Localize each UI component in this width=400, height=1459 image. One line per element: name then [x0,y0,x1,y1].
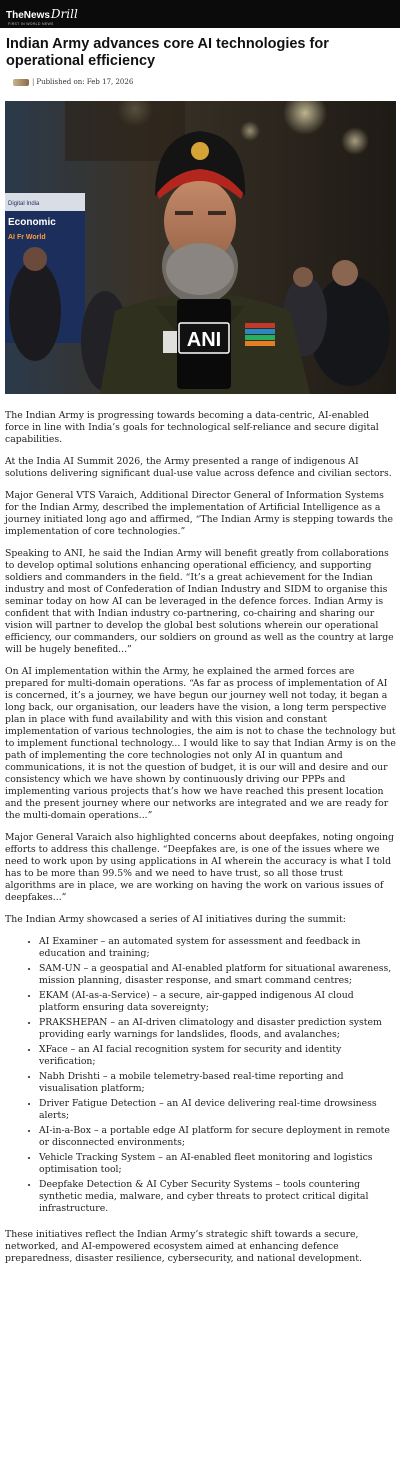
site-header [0,0,400,28]
list-item: • Vehicle Tracking System – an AI-enabled fleet monitoring and logistics optimisation tool; [39,1152,396,1176]
paragraph-ani: Speaking to ANI, he said the Indian Army will benefit greatly from collaborations to develop optimal solutions enhancing operational efficiency, and supporting soldiers and commanders in the field. “It’s a great achievement for the Indian industry and most of Confederation of Indian Industry and SIDM to organise this seminar today on how AI can be leveraged in the defence forces. Indian Army is confident that with Indian industry co-partnering, co-chairing and sharing our vision will partner to develop the global best solutions wherein our operational efficiency, our commanders, our soldiers on ground as well as the country at large will be hugely benefited...” [5,548,394,655]
list-item: • AI-in-a-Box – a portable edge AI platform for secure deployment in remote or disconnected environments; [39,1125,396,1149]
paragraph-deepfakes: Major General Varaich also highlighted concerns about deepfakes, noting ongoing efforts to address this challenge. “Deepfakes are, is one of the issues where we need to work upon by using applications in AI wherein the accuracy is what I told has to be more than 99.5% and we need to have trust, so all those trust algorithms are in place, we are working on having the work on various issues of deepfakes...” [5,832,394,903]
paragraph-varaich: Major General VTS Varaich, Additional Director General of Information Systems for the Indian Army, described the implementation of Artificial Intelligence as a journey initiated long ago and affirmed, “The Indian Army is stepping towards the implementation of core technologies.” [5,490,393,537]
logo-news: News [23,10,50,21]
list-item: • EKAM (AI-as-a-Service) – a secure, air-gapped indigenous AI cloud platform ensuring data sovereignty; [39,990,396,1014]
banner-line-1: Economic [8,217,56,228]
author-avatar [13,79,29,86]
list-item: • SAM-UN – a geospatial and AI-enabled platform for situational awareness, mission planning, disaster response, and smart command centres; [39,963,396,987]
logo-tagline: FIRST IN WORLD NEWS [8,22,54,26]
list-item: • Deepfake Detection & AI Cyber Security Systems – tools countering synthetic media, malware, and cyber threats to protect critical digital infrastructure. [39,1179,396,1215]
article-body [5,410,396,1275]
logo-drill: Drill [50,7,78,21]
logo-the: The [6,10,24,21]
list-item: • AI Examiner – an automated system for assessment and feedback in education and training; [39,936,396,960]
paragraph-showcase: The Indian Army showcased a series of AI initiatives during the summit: [5,914,346,925]
banner-small-text: Digital India [8,201,40,207]
article-meta [13,78,133,86]
meta-divider: | [32,78,35,86]
paragraph-intro: The Indian Army is progressing towards becoming a data-centric, AI-enabled force in line with India’s goals for technological self-reliance and secure digital capabilities. [5,410,379,445]
banner-line-2: AI Fr World [8,234,46,241]
ani-badge-text: ANI [186,329,222,351]
site-logo[interactable] [6,7,78,26]
list-item: • Driver Fatigue Detection – an AI device delivering real-time drowsiness alerts; [39,1098,396,1122]
hero-photo-illustration [5,101,396,394]
initiatives-list [5,936,396,1215]
list-item: • PRAKSHEPAN – an AI-driven climatology and disaster prediction system providing early warnings for landslides, floods, and avalanches; [39,1017,396,1041]
paragraph-implementation: On AI implementation within the Army, he explained the armed forces are prepared for multi-domain operations. “As far as process of implementation of AI is concerned, it’s a journey, we have begun our journey well not today, it began a long back, our organisation, our leaders have the vision, a long term perspective plan in place with fund availability and with this vision and constant implementation of various technologies, the aim is not to chase the technology but to implement functional technology... I would like to say that Indian Army is on the path of implementing the core technologies not only AI in quantum and communications, it is not the question of budget, it is our will and desire and our consistency which we have shown by continuously driving our PPPs and implementing various projects that’s how we have reached this present location and the present journey where our networks are integrated and we are ready for the multi-domain operations...” [5,666,396,821]
article-title: Indian Army advances core AI technologies for operational efficiency [6,36,329,69]
paragraph-closing: These initiatives reflect the Indian Army’s strategic shift towards a secure, networked, and AI-empowered ecosystem aimed at enhancing defence preparedness, disaster resilience, cybersecurity, and national development. [5,1229,362,1264]
paragraph-summit: At the India AI Summit 2026, the Army presented a range of indigenous AI solutions delivering significant dual-use value across defence and civilian sectors. [5,456,392,479]
hero-image [5,101,396,394]
published-date: Published on: Feb 17, 2026 [36,78,134,86]
list-item: • XFace – an AI facial recognition system for security and identity verification; [39,1044,396,1068]
list-item: • Nabh Drishti – a mobile telemetry-based real-time reporting and visualisation platform; [39,1071,396,1095]
